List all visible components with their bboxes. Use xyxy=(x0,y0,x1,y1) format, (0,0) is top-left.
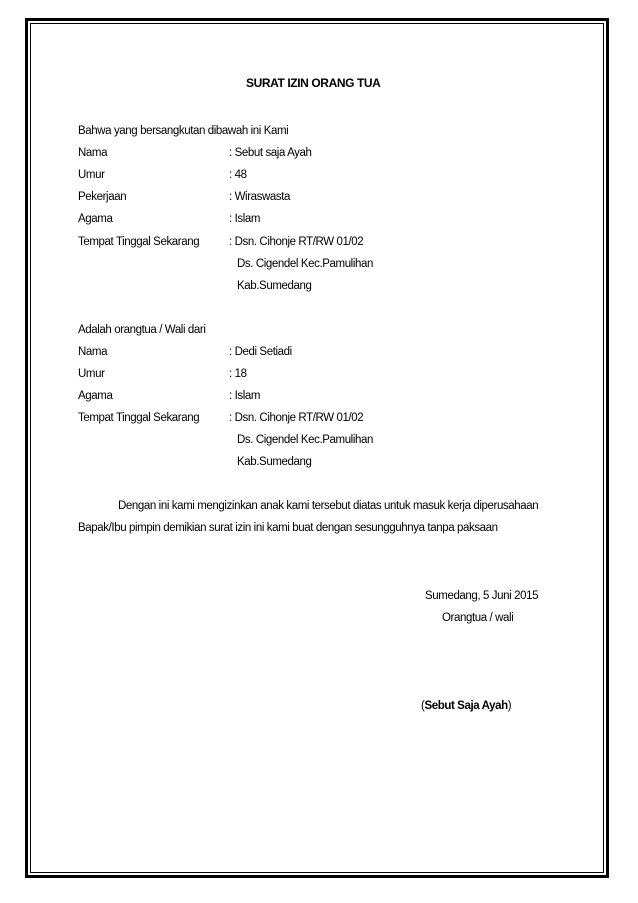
parent-name-label: Nama xyxy=(78,147,108,159)
child-religion-label: Agama xyxy=(78,390,113,402)
child-name-value: : Dedi Setiadi xyxy=(229,346,292,358)
body-paragraph-line1: Dengan ini kami mengizinkan anak kami tersebut diatas untuk masuk kerja diperusahaan xyxy=(118,500,539,512)
relation-text: Adalah orangtua / Wali dari xyxy=(78,324,206,336)
signer-role: Orangtua / wali xyxy=(442,612,514,624)
parent-address-line2: Ds. Cigendel Kec.Pamulihan xyxy=(237,258,373,270)
parent-religion-label: Agama xyxy=(78,213,113,225)
signature-name: (Sebut Saja Ayah) xyxy=(421,700,512,712)
place-date: Sumedang, 5 Juni 2015 xyxy=(425,590,539,602)
parent-religion-value: : Islam xyxy=(229,213,261,225)
parent-address-line3: Kab.Sumedang xyxy=(237,280,312,292)
parent-job-label: Pekerjaan xyxy=(78,191,127,203)
parent-age-label: Umur xyxy=(78,169,105,181)
child-address-line1: : Dsn. Cihonje RT/RW 01/02 xyxy=(229,412,364,424)
child-religion-value: : Islam xyxy=(229,390,261,402)
child-name-label: Nama xyxy=(78,346,108,358)
intro-text: Bahwa yang bersangkutan dibawah ini Kami xyxy=(78,125,289,137)
parent-address-line1: : Dsn. Cihonje RT/RW 01/02 xyxy=(229,236,364,248)
parent-job-value: : Wiraswasta xyxy=(229,191,291,203)
child-age-label: Umur xyxy=(78,368,105,380)
child-address-line3: Kab.Sumedang xyxy=(237,456,312,468)
parent-address-label: Tempat Tinggal Sekarang xyxy=(78,236,200,248)
child-age-value: : 18 xyxy=(229,368,247,380)
parent-name-value: : Sebut saja Ayah xyxy=(229,147,312,159)
parent-age-value: : 48 xyxy=(229,169,247,181)
document-title: SURAT IZIN ORANG TUA xyxy=(246,76,381,90)
child-address-label: Tempat Tinggal Sekarang xyxy=(78,412,200,424)
page-border-inner xyxy=(30,23,604,873)
body-paragraph-line2: Bapak/Ibu pimpin demikian surat izin ini kami buat dengan sesungguhnya tanpa paksaan xyxy=(78,522,498,534)
child-address-line2: Ds. Cigendel Kec.Pamulihan xyxy=(237,434,373,446)
